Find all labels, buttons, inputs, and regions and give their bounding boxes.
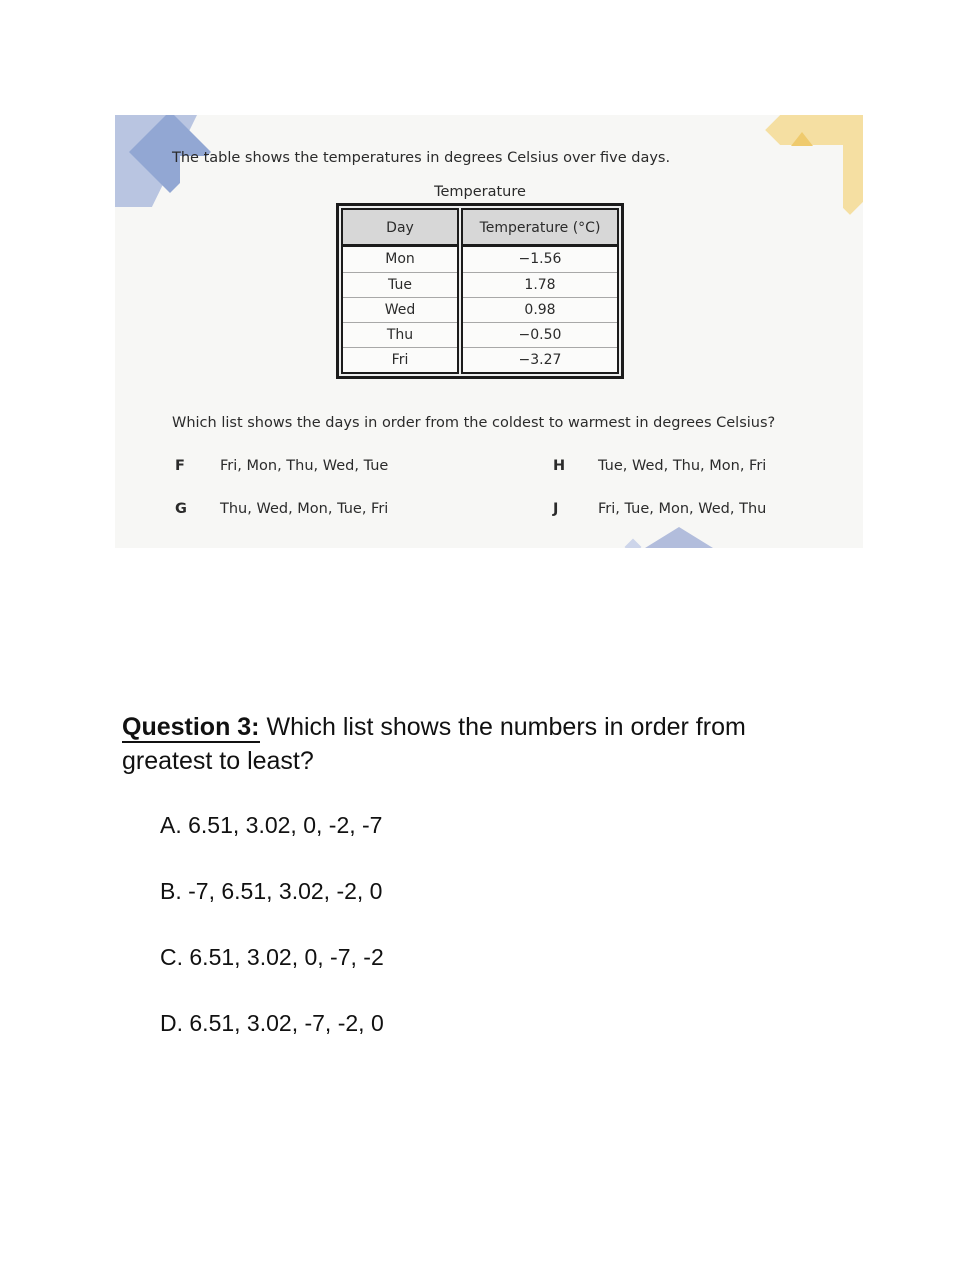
- question3-option-b-text: -7, 6.51, 3.02, -2, 0: [188, 878, 383, 904]
- question3-option-a: [160, 812, 382, 839]
- temperature-column-header: Temperature (°C): [463, 210, 617, 247]
- choice-j: [553, 501, 766, 517]
- question3-option-d-text: 6.51, 3.02, -7, -2, 0: [189, 1010, 384, 1036]
- table-prompt-text: The table shows the temperatures in degrees Celsius over five days.: [172, 150, 671, 166]
- temperature-cell: −3.27: [463, 347, 617, 372]
- day-cell: Mon: [343, 247, 457, 272]
- choice-j-letter: J: [553, 501, 559, 517]
- choice-g-text: Thu, Wed, Mon, Tue, Fri: [220, 501, 389, 517]
- question3-option-a-letter: A.: [160, 812, 182, 838]
- question3-option-c-letter: C.: [160, 944, 183, 970]
- question3-option-a-text: 6.51, 3.02, 0, -2, -7: [188, 812, 383, 838]
- question3-option-c: [160, 944, 384, 971]
- day-cell: Wed: [343, 297, 457, 322]
- temperature-cell: −0.50: [463, 322, 617, 347]
- choice-h-letter: H: [553, 458, 566, 474]
- choice-h: [553, 458, 766, 474]
- question3-option-c-text: 6.51, 3.02, 0, -7, -2: [189, 944, 384, 970]
- choice-h-text: Tue, Wed, Thu, Mon, Fri: [598, 458, 767, 474]
- table-column-temperature: [461, 208, 619, 374]
- question3-option-b: [160, 878, 382, 905]
- question3-option-b-letter: B.: [160, 878, 182, 904]
- question3-prompt: Which list shows the numbers in order from greatest to least?: [122, 713, 746, 775]
- question3-option-d-letter: D.: [160, 1010, 183, 1036]
- question3-title: [122, 710, 837, 778]
- question3-option-d: [160, 1010, 384, 1037]
- day-cell: Fri: [343, 347, 457, 372]
- panel-question-text: Which list shows the days in order from the coldest to warmest in degrees Celsius?: [172, 415, 776, 431]
- temperature-cell: 0.98: [463, 297, 617, 322]
- choice-f: [175, 458, 388, 474]
- question3-label: Question 3:: [122, 713, 260, 741]
- problem-panel: [115, 115, 863, 548]
- temperature-cell: −1.56: [463, 247, 617, 272]
- day-cell: Tue: [343, 272, 457, 297]
- table-title: Temperature: [434, 184, 526, 200]
- panel-content: [115, 115, 863, 548]
- choice-g: [175, 501, 388, 517]
- choice-j-text: Fri, Tue, Mon, Wed, Thu: [598, 501, 767, 517]
- day-cell: Thu: [343, 322, 457, 347]
- table-column-day: [341, 208, 459, 374]
- choice-g-letter: G: [175, 501, 187, 517]
- day-column-header: Day: [343, 210, 457, 247]
- choice-f-letter: F: [175, 458, 185, 474]
- temperature-cell: 1.78: [463, 272, 617, 297]
- choice-f-text: Fri, Mon, Thu, Wed, Tue: [220, 458, 389, 474]
- temperature-table: [336, 203, 624, 379]
